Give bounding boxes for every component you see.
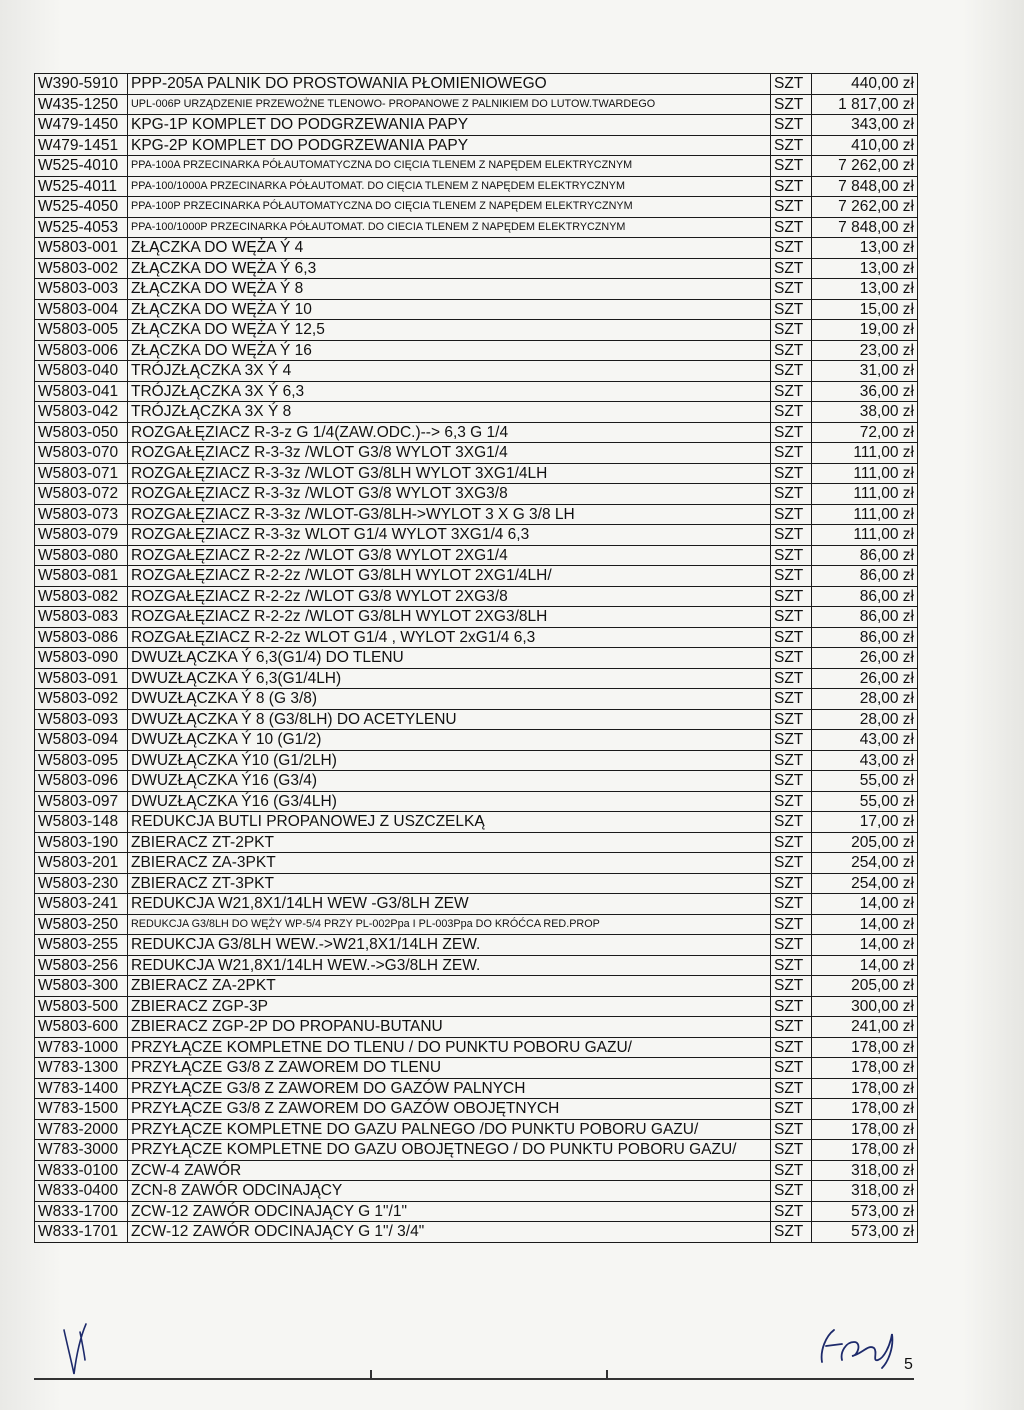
- unit-cell: SZT: [771, 812, 812, 833]
- unit-cell: SZT: [771, 115, 812, 136]
- price-cell: 7 262,00 zł: [812, 156, 918, 177]
- price-list-table: [34, 73, 918, 1243]
- initials-signature-left: [58, 1318, 98, 1378]
- unit-cell: SZT: [771, 1160, 812, 1181]
- price-cell: 31,00 zł: [812, 361, 918, 382]
- price-cell: 15,00 zł: [812, 299, 918, 320]
- unit-cell: SZT: [771, 484, 812, 505]
- table-row: [35, 361, 918, 382]
- price-cell: 318,00 zł: [812, 1181, 918, 1202]
- table-row: [35, 873, 918, 894]
- price-cell: 573,00 zł: [812, 1201, 918, 1222]
- table-row: [35, 853, 918, 874]
- item-code-cell: W479-1450: [35, 115, 128, 136]
- unit-cell: SZT: [771, 361, 812, 382]
- table-row: [35, 545, 918, 566]
- table-row: [35, 1017, 918, 1038]
- price-cell: 38,00 zł: [812, 402, 918, 423]
- unit-cell: SZT: [771, 402, 812, 423]
- signature-right: [812, 1322, 902, 1372]
- table-row: [35, 463, 918, 484]
- price-cell: 55,00 zł: [812, 791, 918, 812]
- price-cell: 86,00 zł: [812, 545, 918, 566]
- table-row: [35, 1160, 918, 1181]
- table-row: [35, 1037, 918, 1058]
- unit-cell: SZT: [771, 648, 812, 669]
- table-row: [35, 115, 918, 136]
- table-row: [35, 1181, 918, 1202]
- item-description-cell: DWUZŁĄCZKA Ý 6,3(G1/4LH): [128, 668, 771, 689]
- unit-cell: SZT: [771, 935, 812, 956]
- price-cell: 300,00 zł: [812, 996, 918, 1017]
- item-description-cell: KPG-1P KOMPLET DO PODGRZEWANIA PAPY: [128, 115, 771, 136]
- unit-cell: SZT: [771, 791, 812, 812]
- item-description-cell: PRZYŁĄCZE G3/8 Z ZAWOREM DO TLENU: [128, 1058, 771, 1079]
- unit-cell: SZT: [771, 504, 812, 525]
- table-row: [35, 709, 918, 730]
- item-description-cell: ZCW-12 ZAWÓR ODCINAJĄCY G 1"/1": [128, 1201, 771, 1222]
- price-cell: 23,00 zł: [812, 340, 918, 361]
- item-code-cell: W5803-241: [35, 894, 128, 915]
- item-code-cell: W783-1400: [35, 1078, 128, 1099]
- table-row: [35, 197, 918, 218]
- table-row: [35, 812, 918, 833]
- price-cell: 86,00 zł: [812, 627, 918, 648]
- unit-cell: SZT: [771, 238, 812, 259]
- table-row: [35, 1119, 918, 1140]
- unit-cell: SZT: [771, 340, 812, 361]
- item-description-cell: UPL-006P URZĄDZENIE PRZEWOŻNE TLENOWO- PROPANOWE Z PALNIKIEM DO LUTOW.TWARDEGO: [128, 94, 771, 115]
- item-code-cell: W390-5910: [35, 74, 128, 95]
- price-cell: 573,00 zł: [812, 1222, 918, 1243]
- table-row: [35, 894, 918, 915]
- unit-cell: SZT: [771, 1058, 812, 1079]
- table-row: [35, 1140, 918, 1161]
- table-row: [35, 668, 918, 689]
- item-code-cell: W5803-002: [35, 258, 128, 279]
- price-cell: 178,00 zł: [812, 1119, 918, 1140]
- item-code-cell: W5803-071: [35, 463, 128, 484]
- item-description-cell: DWUZŁĄCZKA Ý 10 (G1/2): [128, 730, 771, 751]
- table-row: [35, 525, 918, 546]
- price-cell: 36,00 zł: [812, 381, 918, 402]
- unit-cell: SZT: [771, 279, 812, 300]
- table-row: [35, 504, 918, 525]
- unit-cell: SZT: [771, 217, 812, 238]
- table-row: [35, 279, 918, 300]
- item-description-cell: PPA-100/1000A PRZECINARKA PÓŁAUTOMAT. DO CIĘCIA TLENEM Z NAPĘDEM ELEKTRYCZNYM: [128, 176, 771, 197]
- table-row: [35, 299, 918, 320]
- item-description-cell: ZBIERACZ ZT-2PKT: [128, 832, 771, 853]
- unit-cell: SZT: [771, 422, 812, 443]
- item-code-cell: W5803-072: [35, 484, 128, 505]
- table-row: [35, 1099, 918, 1120]
- table-row: [35, 484, 918, 505]
- price-cell: 205,00 zł: [812, 976, 918, 997]
- table-row: [35, 443, 918, 464]
- item-code-cell: W5803-004: [35, 299, 128, 320]
- price-cell: 111,00 zł: [812, 463, 918, 484]
- item-description-cell: ZŁĄCZKA DO WĘŻA Ý 10: [128, 299, 771, 320]
- price-cell: 14,00 zł: [812, 955, 918, 976]
- table-row: [35, 422, 918, 443]
- price-cell: 111,00 zł: [812, 504, 918, 525]
- price-cell: 7 848,00 zł: [812, 176, 918, 197]
- item-description-cell: DWUZŁĄCZKA Ý 8 (G 3/8): [128, 689, 771, 710]
- price-cell: 7 262,00 zł: [812, 197, 918, 218]
- item-description-cell: DWUZŁĄCZKA Ý16 (G3/4): [128, 771, 771, 792]
- item-code-cell: W479-1451: [35, 135, 128, 156]
- item-description-cell: PRZYŁĄCZE G3/8 Z ZAWOREM DO GAZÓW OBOJĘTNYCH: [128, 1099, 771, 1120]
- item-code-cell: W5803-092: [35, 689, 128, 710]
- price-cell: 254,00 zł: [812, 853, 918, 874]
- item-code-cell: W5803-148: [35, 812, 128, 833]
- item-code-cell: W5803-050: [35, 422, 128, 443]
- price-cell: 55,00 zł: [812, 771, 918, 792]
- item-code-cell: W5803-255: [35, 935, 128, 956]
- item-description-cell: REDUKCJA G3/8LH WEW.->W21,8X1/14LH ZEW.: [128, 935, 771, 956]
- item-description-cell: ZŁĄCZKA DO WĘŻA Ý 12,5: [128, 320, 771, 341]
- price-cell: 178,00 zł: [812, 1037, 918, 1058]
- table-row: [35, 176, 918, 197]
- item-code-cell: W5803-600: [35, 1017, 128, 1038]
- table-row: [35, 258, 918, 279]
- item-description-cell: DWUZŁĄCZKA Ý 6,3(G1/4) DO TLENU: [128, 648, 771, 669]
- item-code-cell: W525-4011: [35, 176, 128, 197]
- table-row: [35, 935, 918, 956]
- item-description-cell: PRZYŁĄCZE G3/8 Z ZAWOREM DO GAZÓW PALNYCH: [128, 1078, 771, 1099]
- table-row: [35, 402, 918, 423]
- table-row: [35, 914, 918, 935]
- table-row: [35, 771, 918, 792]
- item-description-cell: ROZGAŁĘZIACZ R-2-2z WLOT G1/4 , WYLOT 2xG1/4 6,3: [128, 627, 771, 648]
- unit-cell: SZT: [771, 771, 812, 792]
- item-code-cell: W525-4053: [35, 217, 128, 238]
- item-description-cell: DWUZŁĄCZKA Ý16 (G3/4LH): [128, 791, 771, 812]
- item-description-cell: PPP-205A PALNIK DO PROSTOWANIA PŁOMIENIOWEGO: [128, 74, 771, 95]
- fold-tick: [606, 1370, 608, 1380]
- item-code-cell: W833-1701: [35, 1222, 128, 1243]
- item-code-cell: W435-1250: [35, 94, 128, 115]
- price-cell: 318,00 zł: [812, 1160, 918, 1181]
- item-description-cell: ZCW-4 ZAWÓR: [128, 1160, 771, 1181]
- item-code-cell: W5803-041: [35, 381, 128, 402]
- unit-cell: SZT: [771, 914, 812, 935]
- table-row: [35, 976, 918, 997]
- price-cell: 86,00 zł: [812, 607, 918, 628]
- price-cell: 28,00 zł: [812, 709, 918, 730]
- item-description-cell: ZCW-12 ZAWÓR ODCINAJĄCY G 1"/ 3/4": [128, 1222, 771, 1243]
- table-row: [35, 689, 918, 710]
- price-cell: 241,00 zł: [812, 1017, 918, 1038]
- table-row: [35, 217, 918, 238]
- item-description-cell: ROZGAŁĘZIACZ R-3-3z /WLOT G3/8 WYLOT 3XG3/8: [128, 484, 771, 505]
- unit-cell: SZT: [771, 443, 812, 464]
- item-code-cell: W525-4010: [35, 156, 128, 177]
- item-code-cell: W5803-300: [35, 976, 128, 997]
- table-row: [35, 238, 918, 259]
- item-code-cell: W783-3000: [35, 1140, 128, 1161]
- unit-cell: SZT: [771, 894, 812, 915]
- table-row: [35, 94, 918, 115]
- unit-cell: SZT: [771, 299, 812, 320]
- table-row: [35, 730, 918, 751]
- price-cell: 1 817,00 zł: [812, 94, 918, 115]
- table-row: [35, 627, 918, 648]
- unit-cell: SZT: [771, 135, 812, 156]
- item-code-cell: W5803-090: [35, 648, 128, 669]
- unit-cell: SZT: [771, 709, 812, 730]
- table-row: [35, 750, 918, 771]
- unit-cell: SZT: [771, 545, 812, 566]
- table-row: [35, 135, 918, 156]
- price-cell: 254,00 zł: [812, 873, 918, 894]
- price-cell: 178,00 zł: [812, 1078, 918, 1099]
- price-cell: 7 848,00 zł: [812, 217, 918, 238]
- item-code-cell: W5803-040: [35, 361, 128, 382]
- price-cell: 205,00 zł: [812, 832, 918, 853]
- item-description-cell: PRZYŁĄCZE KOMPLETNE DO GAZU PALNEGO /DO PUNKTU POBORU GAZU/: [128, 1119, 771, 1140]
- item-code-cell: W5803-230: [35, 873, 128, 894]
- table-row: [35, 566, 918, 587]
- unit-cell: SZT: [771, 94, 812, 115]
- price-cell: 14,00 zł: [812, 935, 918, 956]
- unit-cell: SZT: [771, 197, 812, 218]
- price-cell: 28,00 zł: [812, 689, 918, 710]
- item-code-cell: W5803-001: [35, 238, 128, 259]
- unit-cell: SZT: [771, 1222, 812, 1243]
- item-description-cell: ZŁĄCZKA DO WĘŻA Ý 8: [128, 279, 771, 300]
- unit-cell: SZT: [771, 750, 812, 771]
- unit-cell: SZT: [771, 566, 812, 587]
- price-cell: 72,00 zł: [812, 422, 918, 443]
- item-code-cell: W5803-080: [35, 545, 128, 566]
- item-description-cell: PPA-100P PRZECINARKA PÓŁAUTOMATYCZNA DO CIĘCIA TLENEM Z NAPĘDEM ELEKTRYCZNYM: [128, 197, 771, 218]
- item-code-cell: W783-1000: [35, 1037, 128, 1058]
- item-description-cell: TRÓJZŁĄCZKA 3X Ý 6,3: [128, 381, 771, 402]
- item-code-cell: W783-1300: [35, 1058, 128, 1079]
- item-description-cell: REDUKCJA W21,8X1/14LH WEW.->G3/8LH ZEW.: [128, 955, 771, 976]
- item-code-cell: W5803-190: [35, 832, 128, 853]
- table-row: [35, 1078, 918, 1099]
- unit-cell: SZT: [771, 320, 812, 341]
- price-cell: 19,00 zł: [812, 320, 918, 341]
- table-row: [35, 320, 918, 341]
- unit-cell: SZT: [771, 627, 812, 648]
- item-code-cell: W5803-070: [35, 443, 128, 464]
- unit-cell: SZT: [771, 1099, 812, 1120]
- unit-cell: SZT: [771, 607, 812, 628]
- table-row: [35, 381, 918, 402]
- item-description-cell: PRZYŁĄCZE KOMPLETNE DO GAZU OBOJĘTNEGO / DO PUNKTU POBORU GAZU/: [128, 1140, 771, 1161]
- item-description-cell: PPA-100/1000P PRZECINARKA PÓŁAUTOMAT. DO CIECIA TLENEM Z NAPĘDEM ELEKTRYCZNYM: [128, 217, 771, 238]
- item-code-cell: W525-4050: [35, 197, 128, 218]
- unit-cell: SZT: [771, 258, 812, 279]
- item-description-cell: DWUZŁĄCZKA Ý10 (G1/2LH): [128, 750, 771, 771]
- unit-cell: SZT: [771, 832, 812, 853]
- unit-cell: SZT: [771, 586, 812, 607]
- unit-cell: SZT: [771, 1017, 812, 1038]
- price-cell: 13,00 zł: [812, 279, 918, 300]
- item-description-cell: PRZYŁĄCZE KOMPLETNE DO TLENU / DO PUNKTU POBORU GAZU/: [128, 1037, 771, 1058]
- item-description-cell: ZBIERACZ ZA-2PKT: [128, 976, 771, 997]
- unit-cell: SZT: [771, 463, 812, 484]
- item-code-cell: W5803-006: [35, 340, 128, 361]
- item-description-cell: ROZGAŁĘZIACZ R-2-2z /WLOT G3/8 WYLOT 2XG1/4: [128, 545, 771, 566]
- price-cell: 86,00 zł: [812, 586, 918, 607]
- price-cell: 178,00 zł: [812, 1140, 918, 1161]
- item-code-cell: W5803-500: [35, 996, 128, 1017]
- item-description-cell: ROZGAŁĘZIACZ R-2-2z /WLOT G3/8 WYLOT 2XG3/8: [128, 586, 771, 607]
- unit-cell: SZT: [771, 1140, 812, 1161]
- item-description-cell: DWUZŁĄCZKA Ý 8 (G3/8LH) DO ACETYLENU: [128, 709, 771, 730]
- item-code-cell: W5803-097: [35, 791, 128, 812]
- price-list-body: [35, 74, 918, 1243]
- price-cell: 410,00 zł: [812, 135, 918, 156]
- item-code-cell: W5803-256: [35, 955, 128, 976]
- item-code-cell: W5803-250: [35, 914, 128, 935]
- item-description-cell: REDUKCJA BUTLI PROPANOWEJ Z USZCZELKĄ: [128, 812, 771, 833]
- item-description-cell: ZBIERACZ ZA-3PKT: [128, 853, 771, 874]
- item-code-cell: W5803-003: [35, 279, 128, 300]
- table-row: [35, 791, 918, 812]
- item-description-cell: ZBIERACZ ZGP-3P: [128, 996, 771, 1017]
- item-code-cell: W5803-086: [35, 627, 128, 648]
- item-description-cell: ROZGAŁĘZIACZ R-3-3z /WLOT G3/8LH WYLOT 3XG1/4LH: [128, 463, 771, 484]
- unit-cell: SZT: [771, 689, 812, 710]
- item-description-cell: ZŁĄCZKA DO WĘŻA Ý 4: [128, 238, 771, 259]
- fold-tick: [370, 1370, 372, 1380]
- item-description-cell: ROZGAŁĘZIACZ R-2-2z /WLOT G3/8LH WYLOT 2XG3/8LH: [128, 607, 771, 628]
- table-row: [35, 648, 918, 669]
- table-row: [35, 74, 918, 95]
- unit-cell: SZT: [771, 1201, 812, 1222]
- item-description-cell: ZCN-8 ZAWÓR ODCINAJĄCY: [128, 1181, 771, 1202]
- bottom-rule: [34, 1378, 914, 1380]
- price-cell: 26,00 zł: [812, 648, 918, 669]
- unit-cell: SZT: [771, 668, 812, 689]
- item-description-cell: ROZGAŁĘZIACZ R-3-3z /WLOT G3/8 WYLOT 3XG1/4: [128, 443, 771, 464]
- item-code-cell: W5803-093: [35, 709, 128, 730]
- item-description-cell: PPA-100A PRZECINARKA PÓŁAUTOMATYCZNA DO CIĘCIA TLENEM Z NAPĘDEM ELEKTRYCZNYM: [128, 156, 771, 177]
- price-cell: 14,00 zł: [812, 894, 918, 915]
- price-cell: 86,00 zł: [812, 566, 918, 587]
- unit-cell: SZT: [771, 996, 812, 1017]
- price-cell: 111,00 zł: [812, 484, 918, 505]
- price-cell: 26,00 zł: [812, 668, 918, 689]
- item-description-cell: ROZGAŁĘZIACZ R-3-z G 1/4(ZAW.ODC.)--> 6,3 G 1/4: [128, 422, 771, 443]
- item-code-cell: W5803-096: [35, 771, 128, 792]
- table-row: [35, 156, 918, 177]
- price-cell: 111,00 zł: [812, 443, 918, 464]
- price-cell: 343,00 zł: [812, 115, 918, 136]
- table-row: [35, 1222, 918, 1243]
- price-cell: 14,00 zł: [812, 914, 918, 935]
- item-description-cell: REDUKCJA W21,8X1/14LH WEW -G3/8LH ZEW: [128, 894, 771, 915]
- item-code-cell: W833-1700: [35, 1201, 128, 1222]
- item-code-cell: W5803-082: [35, 586, 128, 607]
- table-row: [35, 586, 918, 607]
- unit-cell: SZT: [771, 1078, 812, 1099]
- item-code-cell: W833-0400: [35, 1181, 128, 1202]
- table-row: [35, 340, 918, 361]
- item-code-cell: W783-1500: [35, 1099, 128, 1120]
- table-row: [35, 607, 918, 628]
- item-description-cell: ZŁĄCZKA DO WĘŻA Ý 16: [128, 340, 771, 361]
- unit-cell: SZT: [771, 1181, 812, 1202]
- price-cell: 13,00 zł: [812, 238, 918, 259]
- unit-cell: SZT: [771, 176, 812, 197]
- unit-cell: SZT: [771, 853, 812, 874]
- unit-cell: SZT: [771, 1119, 812, 1140]
- price-cell: 17,00 zł: [812, 812, 918, 833]
- unit-cell: SZT: [771, 381, 812, 402]
- price-cell: 178,00 zł: [812, 1099, 918, 1120]
- table-row: [35, 996, 918, 1017]
- price-cell: 43,00 zł: [812, 750, 918, 771]
- unit-cell: SZT: [771, 1037, 812, 1058]
- item-code-cell: W5803-083: [35, 607, 128, 628]
- item-description-cell: KPG-2P KOMPLET DO PODGRZEWANIA PAPY: [128, 135, 771, 156]
- table-row: [35, 1058, 918, 1079]
- item-code-cell: W5803-091: [35, 668, 128, 689]
- table-row: [35, 1201, 918, 1222]
- price-cell: 111,00 zł: [812, 525, 918, 546]
- item-code-cell: W5803-079: [35, 525, 128, 546]
- price-cell: 43,00 zł: [812, 730, 918, 751]
- item-description-cell: TRÓJZŁĄCZKA 3X Ý 8: [128, 402, 771, 423]
- price-cell: 440,00 zł: [812, 74, 918, 95]
- item-code-cell: W5803-042: [35, 402, 128, 423]
- unit-cell: SZT: [771, 525, 812, 546]
- item-code-cell: W5803-201: [35, 853, 128, 874]
- item-code-cell: W5803-073: [35, 504, 128, 525]
- unit-cell: SZT: [771, 730, 812, 751]
- item-code-cell: W783-2000: [35, 1119, 128, 1140]
- item-description-cell: ZŁĄCZKA DO WĘŻA Ý 6,3: [128, 258, 771, 279]
- table-row: [35, 832, 918, 853]
- item-code-cell: W5803-005: [35, 320, 128, 341]
- table-row: [35, 955, 918, 976]
- item-description-cell: TRÓJZŁĄCZKA 3X Ý 4: [128, 361, 771, 382]
- item-code-cell: W5803-095: [35, 750, 128, 771]
- unit-cell: SZT: [771, 74, 812, 95]
- unit-cell: SZT: [771, 873, 812, 894]
- item-code-cell: W833-0100: [35, 1160, 128, 1181]
- unit-cell: SZT: [771, 976, 812, 997]
- unit-cell: SZT: [771, 156, 812, 177]
- item-description-cell: ROZGAŁĘZIACZ R-2-2z /WLOT G3/8LH WYLOT 2XG1/4LH/: [128, 566, 771, 587]
- price-cell: 13,00 zł: [812, 258, 918, 279]
- page-number: 5: [904, 1356, 913, 1373]
- item-code-cell: W5803-081: [35, 566, 128, 587]
- item-description-cell: ZBIERACZ ZT-3PKT: [128, 873, 771, 894]
- unit-cell: SZT: [771, 955, 812, 976]
- item-code-cell: W5803-094: [35, 730, 128, 751]
- item-description-cell: ROZGAŁĘZIACZ R-3-3z /WLOT-G3/8LH->WYLOT 3 X G 3/8 LH: [128, 504, 771, 525]
- price-cell: 178,00 zł: [812, 1058, 918, 1079]
- item-description-cell: ROZGAŁĘZIACZ R-3-3z WLOT G1/4 WYLOT 3XG1/4 6,3: [128, 525, 771, 546]
- item-description-cell: REDUKCJA G3/8LH DO WĘŻY WP-5/4 PRZY PL-002Ppa I PL-003Ppa DO KRÓĆCA RED.PROP: [128, 914, 771, 935]
- item-description-cell: ZBIERACZ ZGP-2P DO PROPANU-BUTANU: [128, 1017, 771, 1038]
